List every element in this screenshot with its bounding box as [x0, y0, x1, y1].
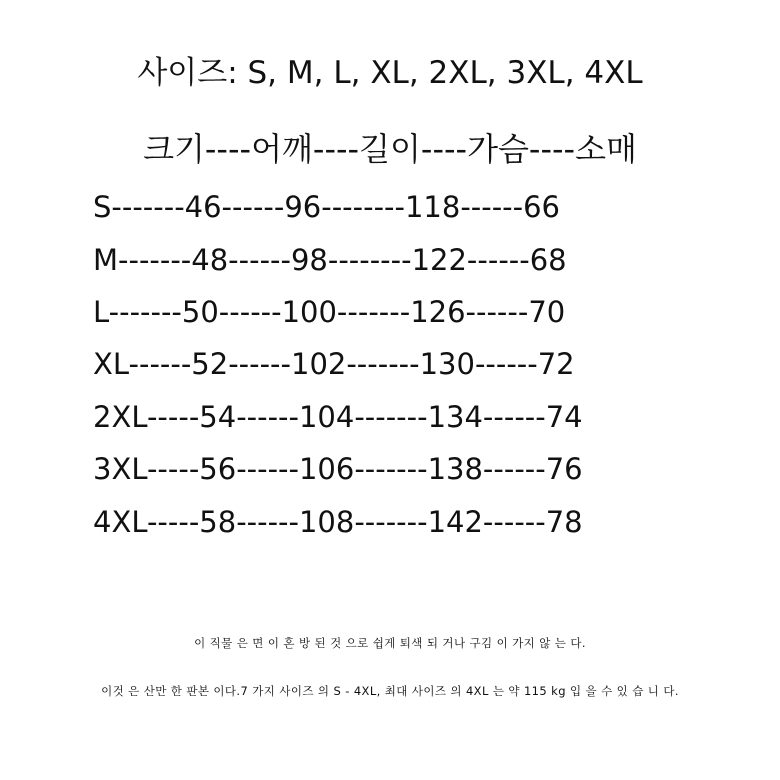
measurement-header: 크기----어깨----길이----가슴----소매 — [143, 130, 637, 168]
fabric-note: 이 직물 은 면 이 혼 방 된 것 으로 쉽게 퇴색 되 거나 구김 이 가지 않 는 다. — [194, 636, 586, 650]
size-row-3xl: 3XL-----56------106-------138------76 — [93, 452, 583, 486]
size-row-m: M-------48------98--------122------68 — [93, 243, 567, 277]
size-row-2xl: 2XL-----54------104-------134------74 — [93, 400, 583, 434]
sizes-line: 사이즈: S, M, L, XL, 2XL, 3XL, 4XL — [137, 55, 643, 91]
size-row-4xl: 4XL-----58------108-------142------78 — [93, 505, 583, 539]
size-note: 이것 은 산만 한 판본 이다.7 가지 사이즈 의 S - 4XL, 최대 사이즈 의 4XL 는 약 115 kg 입 을 수 있 습 니 다. — [101, 684, 679, 698]
size-row-xl: XL------52------102-------130------72 — [93, 347, 575, 381]
size-row-l: L-------50------100-------126------70 — [93, 295, 566, 329]
size-row-s: S-------46------96--------118------66 — [93, 190, 561, 224]
